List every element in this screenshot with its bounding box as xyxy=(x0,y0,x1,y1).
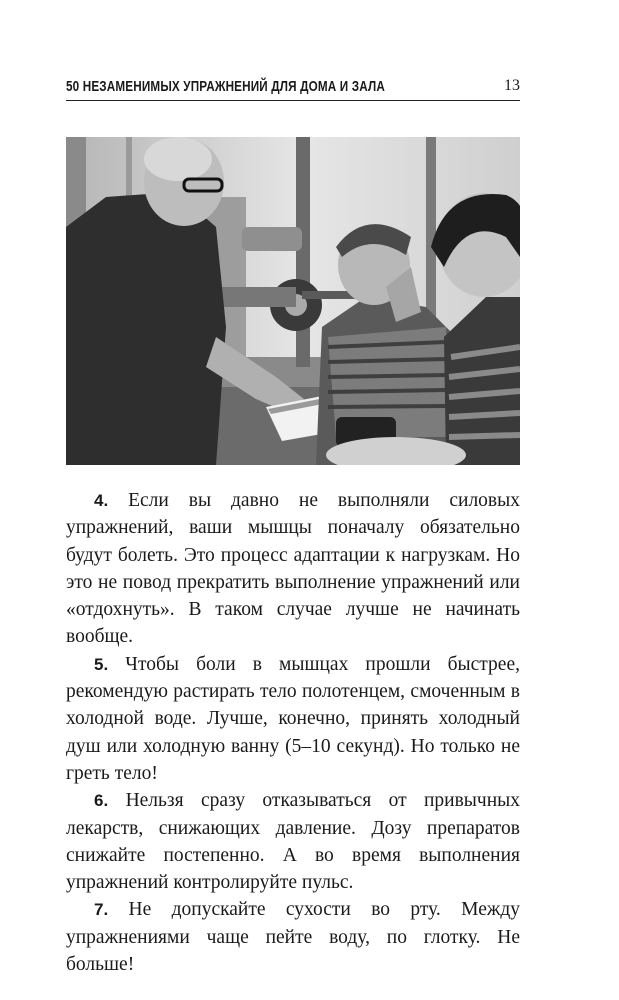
page-number: 13 xyxy=(504,77,520,94)
photo-illustration xyxy=(66,137,520,465)
running-head xyxy=(66,76,520,101)
paragraph-text: Нельзя сразу отказываться от привычных лекарств, снижающих давление. Дозу препаратов снижайте постепенно. А во время выполнения упражнений контролируйте пульс. xyxy=(66,790,521,894)
paragraph-7 xyxy=(66,896,520,978)
running-title: 50 НЕЗАМЕНИМЫХ УПРАЖНЕНИЙ ДЛЯ ДОМА И ЗАЛА xyxy=(66,78,385,95)
item-number: 4. xyxy=(94,491,109,510)
photo-trainer-with-patients xyxy=(66,137,520,465)
paragraph-text: Чтобы боли в мышцах прошли быстрее, рекомендую растирать тело полотенцем, смоченным в холодной воде. Лучше, конечно, принять холодный душ или холодную ванну (5–10 секунд). Но только не греть тело! xyxy=(66,653,520,784)
paragraph-text: Не допускайте сухости во рту. Между упражнениями чаще пейте воду, по глотку. Не больше! xyxy=(66,899,520,976)
paragraph-text: Если вы давно не выполняли силовых упражнений, ваши мышцы поначалу обязательно будут болеть. Это процесс адаптации к нагрузкам. Но это не повод прекратить выполнение упражнений или «отдохнуть». В таком случае лучше не начинать вообще. xyxy=(66,490,520,648)
paragraph-4 xyxy=(66,487,520,651)
item-number: 5. xyxy=(94,654,109,674)
paragraph-6 xyxy=(66,787,520,896)
item-number: 6. xyxy=(94,791,109,811)
item-number: 7. xyxy=(94,900,109,920)
body-text xyxy=(66,487,520,978)
paragraph-5 xyxy=(66,651,520,787)
